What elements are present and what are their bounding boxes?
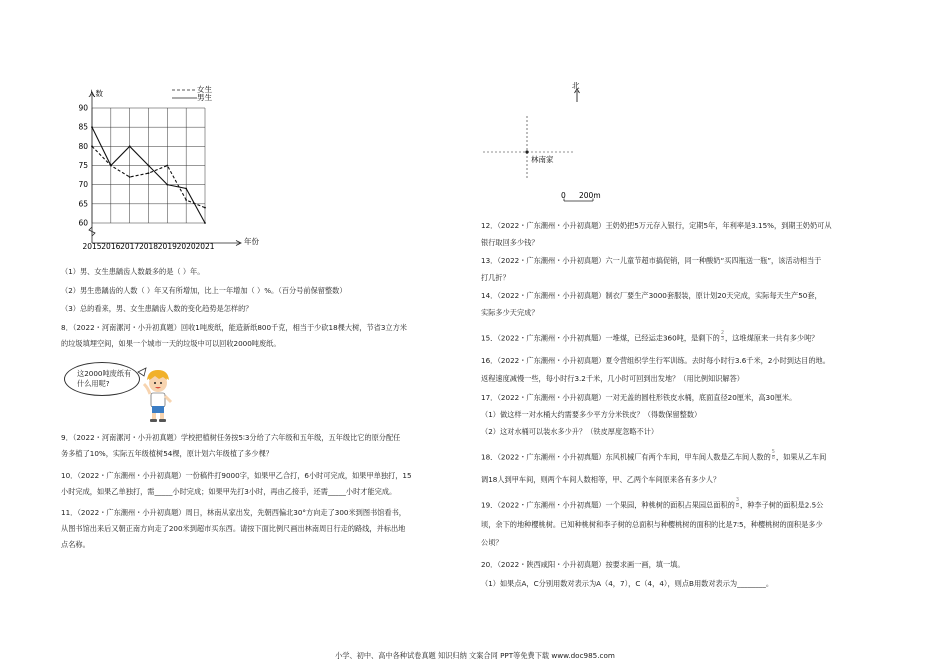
q19-den: 8: [735, 503, 740, 509]
q13-line2: 打几折？: [481, 273, 510, 282]
q19-text-b: ，种李子树的面积是2.5公: [740, 500, 824, 510]
q17-line1: 17．（2022・广东潮州・小升初真题）一对无盖的圆柱形铁皮水桶，底面直径20厘米，高30厘米。: [481, 393, 797, 402]
page-footer: 小学、初中、高中各种试卷真题 知识归纳 文案合同 PPT等免费下载 www.doc985.com: [335, 651, 615, 660]
legend-label-female: 女生: [197, 85, 212, 94]
q16-line1: 16．（2022・广东潮州・小升初真题）夏令营组织学生行军训练。去时每小时行3.6千米，2小时到达目的地。: [481, 356, 830, 365]
female-point-2017: [129, 176, 131, 178]
scale-zero: 0: [561, 191, 566, 200]
q18-num: 5: [771, 449, 775, 455]
male-point-2019: [166, 184, 168, 186]
q7-part3: （3）总的看来，男、女生患龋齿人数的变化趋势是怎样的？: [61, 304, 253, 313]
male-point-2016: [110, 165, 112, 167]
q19-line1: [481, 497, 824, 511]
q15-num: 2: [720, 330, 724, 336]
y-tick-label: 65: [78, 199, 88, 209]
q19-text-a: 19．（2022・广东潮州・小升初真题）一个果园，种桃树的面积占果园总面积的: [481, 500, 735, 510]
bubble-line2: 什么用呢?: [77, 379, 110, 388]
q18-fraction: [772, 450, 775, 461]
legend-label-male: 男生: [197, 93, 212, 102]
boy-illustration: [136, 366, 180, 424]
q15-text-a: 15．（2022・广东潮州・小升初真题）一堆煤，已经运走360吨，是剩下的: [481, 333, 720, 343]
q12-line2: 银行取回多少钱？: [481, 238, 539, 247]
x-tick-label: 2015: [82, 242, 102, 251]
q19-num: 3: [735, 497, 740, 503]
q13-line1: 13．（2022・广东潮州・小升初真题）六一儿童节超市搞促销，同一种酸奶“买四瓶送一瓶”，该活动相当于: [481, 256, 822, 265]
y-tick-label: 60: [78, 218, 88, 228]
q11-line1: 11．（2022・广东潮州・小升初真题）周日，林南从家出发，先朝西偏北30°方向走了300米到图书馆看书，: [61, 508, 406, 517]
q15-den: 3: [720, 336, 724, 342]
q16-line2: 返程速度减慢一些，每小时行3.2千米，几小时可回到出发地？（用比例知识解答）: [481, 374, 744, 383]
chart-legend: [172, 84, 212, 102]
male-point-2020: [185, 188, 187, 190]
q7-part2: （2）男生患龋齿的人数（ ）年又有所增加，比上一年增加（ ）%。（百分号前保留整数）: [61, 286, 347, 295]
female-point-2021: [204, 207, 206, 209]
q9-line2: 务多植了10%，实际五年级植树54棵，原计划六年级植了多少棵？: [61, 449, 273, 458]
bubble-line1: 这2000吨废纸有: [77, 369, 132, 378]
q7-part1: （1）男、女生患龋齿人数最多的是（ ）年。: [61, 267, 205, 276]
home-point: [525, 150, 528, 153]
x-tick-label: 2019: [157, 242, 177, 251]
q18-text-a: 18．（2022・广东潮州・小升初真题）东风机械厂有两个车间，甲车间人数是乙车间人数的: [481, 452, 771, 462]
x-tick-label: 2018: [138, 242, 159, 251]
female-point-2019: [166, 165, 168, 167]
q17-part2: （2）这对水桶可以装水多少升？（铁皮厚度忽略不计）: [481, 427, 659, 436]
q19-fraction: [736, 498, 739, 509]
q18-line1: [481, 449, 827, 463]
y-tick-labels: [78, 104, 88, 228]
q12-line1: 12．（2022・广东潮州・小升初真题）王奶奶把5万元存入银行，定期5年，年利率是3.15%，到期王奶奶可从: [481, 221, 832, 230]
q19-line3: 公顷？: [481, 538, 503, 547]
direction-map: [475, 78, 625, 208]
chart-axes: [89, 92, 241, 246]
q18-text-b: ，如果从乙车间: [775, 452, 827, 462]
speech-bubble: [64, 362, 140, 396]
q10-line2: 小时完成，如果乙单独打，需_____小时完成；如果甲先打3小时，再由乙接手，还需_____小时才能完成。: [61, 487, 397, 496]
y-tick-label: 70: [78, 180, 88, 190]
y-tick-label: 85: [78, 122, 88, 132]
y-tick-label: 90: [78, 103, 88, 113]
scale-length: 200m: [579, 191, 601, 200]
line-chart: [55, 80, 275, 260]
q14-line1: 14．（2022・广东潮州・小升初真题）制衣厂要生产3000套服装，原计划20天完成，实际每天生产50套，: [481, 291, 822, 300]
q8-line2: 的垃圾填埋空间，如果一个城市一天的垃圾中可以回收2000吨废纸。: [61, 339, 281, 348]
q15-fraction: [721, 331, 724, 342]
q20-part1: （1）如果点A，C分别用数对表示为A（4，7），C（4，4），则点B用数对表示为________。: [481, 579, 774, 588]
q14-line2: 实际多少天完成？: [481, 308, 539, 317]
q8-line1: 8．（2022・河南漯河・小升初真题）回收1吨废纸，能造新纸800千克，相当于少砍18棵大树，节省3立方米: [61, 323, 407, 332]
y-tick-label: 80: [78, 141, 88, 151]
y-axis-label: 人数: [88, 89, 103, 98]
q17-part1: （1）做这样一对水桶大约需要多少平方分米铁皮？（得数保留整数）: [481, 410, 702, 419]
y-tick-label: 75: [78, 161, 88, 170]
x-tick-labels: [82, 242, 214, 251]
q20-line1: 20．（2022・陕西咸阳・小升初真题）按要求画一画，填一填。: [481, 560, 685, 569]
female-point-2018: [148, 172, 150, 174]
q18-den: 8: [771, 455, 775, 461]
x-tick-label: 2017: [120, 242, 140, 251]
q15-text-b: ，这堆煤原来一共有多少吨？: [725, 333, 819, 343]
q9-line1: 9．（2022・河南漯河・小升初真题）学校把植树任务按5∶3分给了六年级和五年级，五年级比它的原分配任: [61, 433, 401, 442]
female-point-2015: [91, 145, 93, 147]
male-point-2017: [129, 145, 131, 147]
q15-line: [481, 330, 819, 344]
north-label: 北: [572, 81, 580, 90]
male-point-2018: [148, 165, 150, 167]
female-point-2020: [185, 199, 187, 201]
x-axis-label: 年份: [244, 237, 259, 246]
male-point-2021: [204, 222, 206, 224]
q18-line2: 调18人到甲车间，则两个车间人数相等，甲、乙两个车间原来各有多少人？: [481, 475, 721, 484]
home-label: 林南家: [531, 155, 554, 164]
x-tick-label: 2021: [195, 242, 215, 251]
q10-line1: 10．（2022・广东潮州・小升初真题）一份稿件打9000字，如果甲乙合打，6小时可完成，如果甲单独打，15: [61, 471, 412, 480]
male-point-2015: [91, 126, 93, 128]
x-tick-label: 2020: [176, 242, 196, 251]
q19-line2: 顷，余下的地种樱桃树。已知种桃树和李子树的总面积与种樱桃树的面积的比是7∶5，种樱桃树的面积是多少: [481, 520, 823, 529]
q11-line2: 从图书馆出来后又朝正南方向走了200米到超市买东西。请按下面比例尺画出林南周日行走的路线，并标出地: [61, 524, 406, 533]
q11-line3: 点名称。: [61, 540, 90, 549]
x-tick-label: 2016: [101, 242, 121, 251]
